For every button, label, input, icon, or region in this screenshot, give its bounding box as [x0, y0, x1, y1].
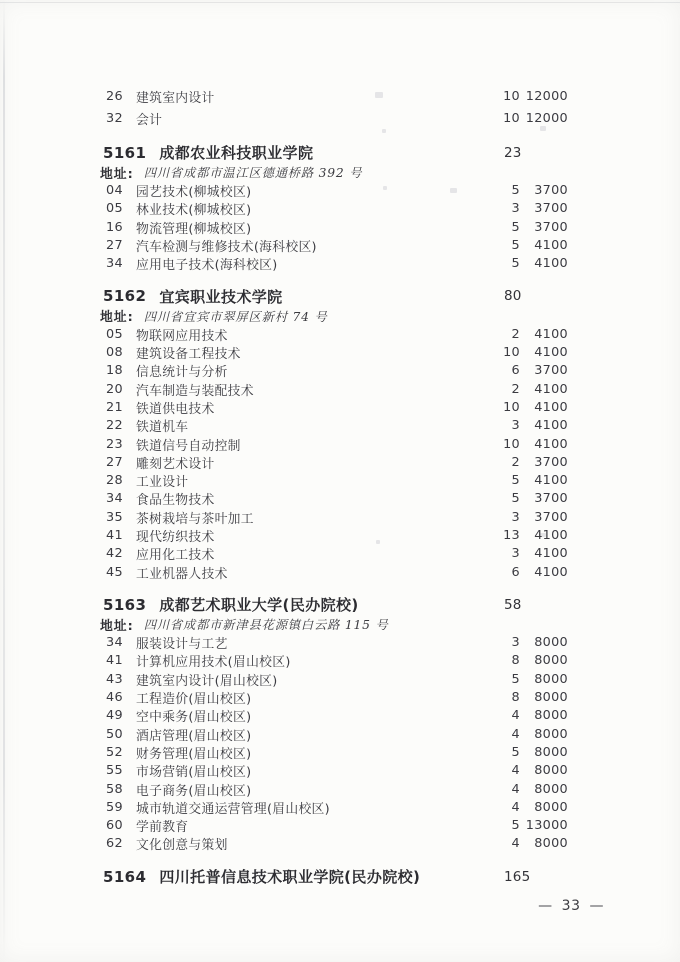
program-count: 4 [511, 726, 520, 742]
program-count: 5 [511, 473, 520, 489]
program-count: 5 [511, 671, 520, 687]
program-fee: 4100 [534, 326, 568, 342]
program-code: 34 [106, 491, 123, 507]
college-total-count: 58 [504, 596, 522, 613]
college-address [100, 163, 680, 181]
college-section [0, 86, 680, 129]
program-rows [0, 181, 680, 272]
program-name: 汽车检测与维修技术(海科校区) [136, 239, 317, 255]
program-code: 22 [106, 418, 123, 434]
program-code: 60 [106, 818, 123, 834]
program-code: 43 [106, 671, 123, 687]
program-name: 信息统计与分析 [136, 365, 228, 381]
program-count: 10 [503, 399, 520, 415]
college-total-count: 80 [504, 288, 522, 305]
program-count: 5 [511, 744, 520, 760]
program-count: 2 [511, 381, 520, 397]
program-fee: 3700 [534, 363, 568, 379]
program-name: 学前教育 [136, 820, 189, 836]
program-name: 工业机器人技术 [136, 566, 228, 582]
program-fee: 4100 [534, 345, 568, 361]
college-code: 5163 [103, 595, 147, 614]
address-text: 四川省成都市温江区德通桥路 392 号 [143, 166, 363, 181]
program-fee: 12000 [525, 89, 568, 105]
program-row [106, 526, 568, 544]
program-count: 4 [511, 781, 520, 797]
program-name: 市场营销(眉山校区) [136, 765, 252, 781]
program-row [106, 435, 568, 453]
program-code: 62 [106, 836, 123, 852]
program-fee: 3700 [534, 454, 568, 470]
college-total-count: 165 [504, 868, 531, 885]
program-row [106, 325, 568, 343]
program-fee: 8000 [534, 726, 568, 742]
program-row [106, 835, 568, 853]
program-name: 文化创意与策划 [136, 838, 228, 854]
program-count: 5 [511, 818, 520, 834]
program-name: 会计 [136, 112, 163, 128]
program-code: 42 [106, 546, 123, 562]
program-row [106, 725, 568, 743]
scan-edge-top [0, 2, 680, 3]
program-row [106, 236, 568, 254]
program-row [106, 200, 568, 218]
program-row [106, 254, 568, 272]
program-fee: 4100 [534, 256, 568, 272]
program-name: 建筑设备工程技术 [136, 347, 241, 363]
program-row [106, 218, 568, 236]
program-rows [0, 325, 680, 581]
program-name: 林业技术(柳城校区) [136, 203, 252, 219]
college-name: 成都农业科技职业学院 [159, 144, 314, 162]
program-rows [0, 86, 680, 129]
program-count: 2 [511, 454, 520, 470]
program-name: 服装设计与工艺 [136, 637, 228, 653]
program-name: 茶树栽培与茶叶加工 [136, 511, 254, 527]
program-fee: 8000 [534, 781, 568, 797]
program-count: 8 [511, 690, 520, 706]
program-count: 3 [511, 635, 520, 651]
college-address [100, 615, 680, 633]
program-fee: 3700 [534, 491, 568, 507]
page-number [538, 898, 604, 914]
program-count: 5 [511, 237, 520, 253]
program-fee: 4100 [534, 399, 568, 415]
program-code: 26 [106, 89, 123, 105]
program-row [106, 652, 568, 670]
program-name: 物流管理(柳城校区) [136, 221, 252, 237]
college-section [0, 286, 680, 581]
program-fee: 8000 [534, 690, 568, 706]
program-row [106, 490, 568, 508]
program-fee: 3700 [534, 509, 568, 525]
program-code: 23 [106, 436, 123, 452]
program-code: 34 [106, 256, 123, 272]
program-code: 05 [106, 326, 123, 342]
program-fee: 4100 [534, 564, 568, 580]
program-count: 13 [503, 527, 520, 543]
program-code: 08 [106, 345, 123, 361]
program-row [106, 471, 568, 489]
program-code: 49 [106, 708, 123, 724]
program-code: 32 [106, 110, 123, 126]
program-name: 汽车制造与装配技术 [136, 383, 254, 399]
program-row [106, 398, 568, 416]
program-count: 10 [503, 110, 520, 126]
program-rows [0, 634, 680, 854]
college-header [103, 594, 568, 615]
program-fee: 8000 [534, 653, 568, 669]
program-row [106, 634, 568, 652]
address-label: 地址: [100, 618, 134, 634]
program-name: 铁道信号自动控制 [136, 438, 241, 454]
page-number-dash-left: — [538, 898, 553, 914]
program-count: 3 [511, 201, 520, 217]
program-name: 电子商务(眉山校区) [136, 783, 252, 799]
program-code: 18 [106, 363, 123, 379]
program-fee: 4100 [534, 436, 568, 452]
college-header [103, 866, 568, 887]
program-name: 空中乘务(眉山校区) [136, 710, 252, 726]
college-code: 5164 [103, 867, 147, 886]
program-count: 4 [511, 763, 520, 779]
page-number-dash-right: — [589, 898, 604, 914]
program-code: 58 [106, 781, 123, 797]
program-name: 工程造价(眉山校区) [136, 692, 252, 708]
program-code: 04 [106, 182, 123, 198]
program-name: 城市轨道交通运营管理(眉山校区) [136, 801, 330, 817]
program-name: 现代纺织技术 [136, 530, 215, 545]
program-count: 3 [511, 418, 520, 434]
program-name: 食品生物技术 [136, 493, 215, 509]
program-name: 酒店管理(眉山校区) [136, 728, 252, 744]
program-row [106, 380, 568, 398]
program-code: 16 [106, 219, 123, 235]
college-header [103, 286, 568, 307]
program-count: 4 [511, 799, 520, 815]
page-number-value: 33 [561, 898, 581, 914]
program-fee: 3700 [534, 219, 568, 235]
program-count: 5 [511, 182, 520, 198]
program-code: 28 [106, 473, 123, 489]
program-fee: 4100 [534, 527, 568, 543]
program-code: 52 [106, 744, 123, 760]
program-count: 10 [503, 436, 520, 452]
college-section [0, 142, 680, 273]
program-fee: 4100 [534, 237, 568, 253]
program-count: 2 [511, 326, 520, 342]
program-name: 财务管理(眉山校区) [136, 746, 252, 762]
college-name: 成都艺术职业大学(民办院校) [159, 596, 359, 615]
program-count: 5 [511, 491, 520, 507]
program-row [106, 453, 568, 471]
program-name: 雕刻艺术设计 [136, 456, 215, 472]
program-fee: 4100 [534, 546, 568, 562]
program-name: 铁道供电技术 [136, 401, 215, 417]
program-row [106, 343, 568, 361]
program-count: 6 [511, 363, 520, 379]
address-label: 地址: [100, 310, 134, 326]
program-row [106, 780, 568, 798]
sections-root [0, 86, 680, 887]
program-name: 应用电子技术(海科校区) [136, 258, 278, 274]
program-row [106, 817, 568, 835]
program-code: 05 [106, 201, 123, 217]
program-fee: 4100 [534, 473, 568, 489]
program-row [106, 670, 568, 688]
program-count: 5 [511, 256, 520, 272]
college-address [100, 307, 680, 325]
program-fee: 13000 [525, 818, 568, 834]
program-fee: 8000 [534, 763, 568, 779]
college-code: 5162 [103, 287, 147, 306]
program-code: 20 [106, 381, 123, 397]
address-text: 四川省成都市新津县花源镇白云路 115 号 [143, 618, 389, 633]
program-count: 10 [503, 89, 520, 105]
program-code: 21 [106, 399, 123, 415]
program-name: 建筑室内设计 [136, 91, 215, 107]
program-fee: 3700 [534, 201, 568, 217]
program-count: 3 [511, 546, 520, 562]
program-fee: 4100 [534, 381, 568, 397]
program-name: 计算机应用技术(眉山校区) [136, 655, 291, 671]
program-name: 铁道机车 [136, 420, 189, 436]
program-code: 34 [106, 635, 123, 651]
program-count: 5 [511, 219, 520, 235]
college-section [0, 594, 680, 853]
program-code: 27 [106, 454, 123, 470]
program-count: 4 [511, 836, 520, 852]
program-code: 35 [106, 509, 123, 525]
program-row [106, 707, 568, 725]
program-fee: 3700 [534, 182, 568, 198]
program-row [106, 545, 568, 563]
program-row [106, 743, 568, 761]
program-count: 8 [511, 653, 520, 669]
program-name: 园艺技术(柳城校区) [136, 184, 252, 200]
program-code: 59 [106, 799, 123, 815]
program-row [106, 362, 568, 380]
program-code: 45 [106, 564, 123, 580]
program-fee: 8000 [534, 836, 568, 852]
address-text: 四川省宜宾市翠屏区新村 74 号 [143, 309, 328, 324]
program-row [106, 688, 568, 706]
college-header [103, 142, 568, 163]
college-name: 四川托普信息技术职业学院(民办院校) [159, 868, 421, 887]
program-code: 55 [106, 763, 123, 779]
program-row [106, 798, 568, 816]
program-code: 46 [106, 690, 123, 706]
program-count: 3 [511, 509, 520, 525]
program-row [106, 417, 568, 435]
program-fee: 8000 [534, 671, 568, 687]
program-row [106, 563, 568, 581]
program-code: 41 [106, 527, 123, 543]
college-section [0, 866, 680, 887]
college-name: 宜宾职业技术学院 [159, 287, 283, 306]
program-row [106, 181, 568, 199]
program-code: 50 [106, 726, 123, 742]
program-code: 27 [106, 237, 123, 253]
program-row [106, 86, 568, 108]
program-name: 应用化工技术 [136, 548, 215, 564]
program-code: 41 [106, 653, 123, 669]
program-name: 工业设计 [136, 475, 189, 491]
program-count: 4 [511, 708, 520, 724]
program-row [106, 762, 568, 780]
college-code: 5161 [103, 143, 147, 162]
address-label: 地址: [100, 166, 134, 182]
program-fee: 8000 [534, 744, 568, 760]
program-fee: 8000 [534, 635, 568, 651]
program-row [106, 108, 568, 130]
program-row [106, 508, 568, 526]
program-fee: 8000 [534, 799, 568, 815]
program-count: 10 [503, 345, 520, 361]
program-count: 6 [511, 564, 520, 580]
program-name: 建筑室内设计(眉山校区) [136, 673, 278, 689]
program-fee: 4100 [534, 418, 568, 434]
program-name: 物联网应用技术 [136, 328, 228, 344]
college-total-count: 23 [504, 144, 522, 161]
program-fee: 12000 [525, 110, 568, 126]
program-fee: 8000 [534, 708, 568, 724]
